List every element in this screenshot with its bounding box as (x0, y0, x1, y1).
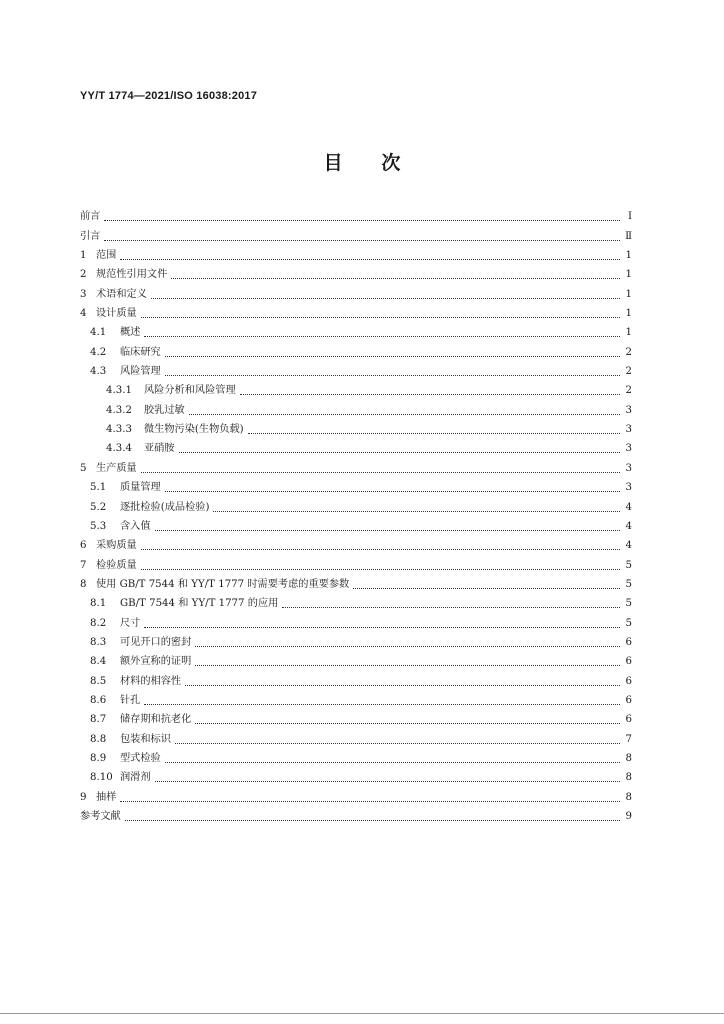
toc-page-number: 6 (625, 694, 632, 706)
toc-entry-title: 范围 (96, 250, 117, 262)
toc-entry-title: 逐批检验(成品检验) (120, 501, 210, 513)
toc-entry-title: 检验质量 (96, 559, 137, 571)
toc-dot-leader (141, 539, 620, 550)
toc-entry-title: 参考文献 (80, 811, 121, 822)
toc-entry-title: 使用 GB/T 7544 和 YY/T 1777 时需要考虑的重要参数 (96, 578, 350, 590)
toc-entry-number: 4.3 (90, 366, 107, 378)
toc-entry-number: 9 (80, 791, 87, 803)
toc-entry[interactable] (80, 688, 632, 707)
toc-entry[interactable] (80, 572, 632, 591)
toc-entry-title: 包装和标识 (120, 733, 171, 745)
toc-entry[interactable] (80, 552, 632, 571)
toc-entry-title: 针孔 (120, 694, 141, 706)
toc-page-number: 3 (625, 443, 632, 455)
toc-entry[interactable] (80, 804, 632, 823)
toc-entry-number: 5 (80, 462, 87, 474)
toc-dot-leader (144, 326, 620, 337)
toc-dot-leader (282, 597, 620, 608)
toc-dot-leader (104, 230, 620, 241)
toc-dot-leader (213, 501, 620, 512)
toc-page-number: 5 (625, 617, 632, 629)
toc-page-number: 5 (625, 559, 632, 571)
toc-entry[interactable] (80, 320, 632, 339)
toc-entry-title: 概述 (120, 327, 141, 339)
toc-dot-leader (120, 249, 620, 260)
toc-entry[interactable] (80, 533, 632, 552)
toc-page-number: 3 (625, 462, 632, 474)
toc-entry-number: 2 (80, 269, 87, 281)
toc-entry[interactable] (80, 378, 632, 397)
toc-entry-title: 材料的相容性 (120, 675, 182, 687)
toc-entry-title: 前言 (80, 211, 101, 223)
toc-dot-leader (240, 384, 620, 395)
toc-entry-number: 8.6 (90, 694, 107, 706)
toc-dot-leader (151, 288, 620, 299)
toc-entry-title: 质量管理 (120, 482, 161, 494)
toc-entry-number: 8.2 (90, 617, 107, 629)
toc-page-number: 9 (625, 811, 632, 822)
table-of-contents (80, 204, 632, 823)
toc-dot-leader (125, 810, 620, 821)
toc-entry-title: GB/T 7544 和 YY/T 1777 的应用 (120, 598, 279, 610)
toc-entry-title: 抽样 (96, 791, 117, 803)
toc-entry[interactable] (80, 765, 632, 784)
toc-dot-leader (195, 636, 620, 647)
toc-page-number: 8 (625, 752, 632, 764)
toc-entry-number: 8.10 (90, 772, 113, 784)
toc-dot-leader (155, 520, 620, 531)
toc-entry-number: 4.3.4 (106, 443, 132, 455)
toc-entry-title: 储存期和抗老化 (120, 714, 192, 726)
toc-entry[interactable] (80, 262, 632, 281)
toc-page-number: 4 (625, 540, 632, 552)
title-char: 目 (323, 152, 343, 174)
toc-page-number: Ⅱ (625, 230, 632, 242)
toc-page-number: 6 (625, 636, 632, 648)
toc-page-number: 4 (625, 501, 632, 513)
toc-entry-number: 4.2 (90, 346, 107, 358)
toc-page-number: 8 (625, 791, 632, 803)
toc-entry[interactable] (80, 784, 632, 803)
toc-entry-title: 亚硝胺 (144, 443, 175, 455)
toc-entry[interactable] (80, 359, 632, 378)
toc-dot-leader (248, 423, 620, 434)
toc-entry-number: 4.3.1 (106, 385, 132, 397)
toc-page-number: 2 (625, 385, 632, 397)
toc-page-number: 6 (625, 675, 632, 687)
toc-dot-leader (195, 713, 620, 724)
toc-entry[interactable] (80, 417, 632, 436)
toc-entry[interactable] (80, 630, 632, 649)
toc-entry[interactable] (80, 707, 632, 726)
toc-page-number: 7 (625, 733, 632, 745)
toc-entry[interactable] (80, 281, 632, 300)
toc-entry[interactable] (80, 223, 632, 242)
toc-entry-title: 术语和定义 (96, 288, 147, 300)
toc-dot-leader (141, 559, 620, 570)
toc-dot-leader (185, 675, 620, 686)
toc-page-number: 6 (625, 656, 632, 668)
toc-entry[interactable] (80, 514, 632, 533)
toc-entry[interactable] (80, 475, 632, 494)
toc-dot-leader (144, 694, 620, 705)
toc-entry-number: 8.4 (90, 656, 107, 668)
toc-entry-title: 风险管理 (120, 366, 161, 378)
toc-entry-number: 8 (80, 578, 87, 590)
toc-dot-leader (195, 655, 620, 666)
toc-dot-leader (189, 404, 620, 415)
toc-entry[interactable] (80, 243, 632, 262)
toc-entry-title: 引言 (80, 230, 101, 242)
toc-dot-leader (165, 752, 620, 763)
title-char: 次 (381, 152, 401, 174)
toc-dot-leader (120, 791, 620, 802)
toc-page-number: 1 (625, 288, 632, 300)
toc-page-number: 6 (625, 714, 632, 726)
toc-entry-number: 4.3.2 (106, 404, 132, 416)
toc-entry-title: 临床研究 (120, 346, 161, 358)
toc-dot-leader (165, 481, 620, 492)
toc-entry[interactable] (80, 746, 632, 765)
toc-entry-number: 4.1 (90, 327, 107, 339)
toc-entry[interactable] (80, 339, 632, 358)
toc-entry-number: 5.3 (90, 520, 107, 532)
toc-entry-title: 生产质量 (96, 462, 137, 474)
toc-dot-leader (165, 365, 620, 376)
page-bottom-rule (0, 1013, 724, 1014)
toc-entry[interactable] (80, 591, 632, 610)
toc-entry-number: 5.1 (90, 482, 107, 494)
page-title (0, 148, 724, 175)
toc-entry[interactable] (80, 649, 632, 668)
toc-page-number: 2 (625, 366, 632, 378)
toc-dot-leader (144, 617, 620, 628)
toc-page-number: 3 (625, 404, 632, 416)
toc-entry-number: 4 (80, 308, 87, 320)
toc-entry[interactable] (80, 301, 632, 320)
toc-entry-number: 1 (80, 250, 87, 262)
toc-entry-number: 8.1 (90, 598, 107, 610)
toc-entry-number: 6 (80, 540, 87, 552)
toc-dot-leader (155, 771, 620, 782)
toc-entry-title: 规范性引用文件 (96, 269, 168, 281)
toc-page-number: 1 (625, 308, 632, 320)
toc-entry[interactable] (80, 726, 632, 745)
toc-entry[interactable] (80, 436, 632, 455)
toc-page-number: 3 (625, 424, 632, 436)
toc-entry[interactable] (80, 668, 632, 687)
toc-dot-leader (179, 442, 620, 453)
toc-entry-number: 7 (80, 559, 87, 571)
toc-entry-title: 微生物污染(生物负载) (144, 424, 244, 436)
toc-page-number: 4 (625, 520, 632, 532)
toc-entry-title: 设计质量 (96, 308, 137, 320)
toc-page-number: 5 (625, 578, 632, 590)
toc-entry-title: 润滑剂 (120, 772, 151, 784)
toc-entry-number: 5.2 (90, 501, 107, 513)
toc-page-number: 5 (625, 598, 632, 610)
toc-entry[interactable] (80, 455, 632, 474)
toc-dot-leader (175, 733, 620, 744)
toc-entry-number: 8.8 (90, 733, 107, 745)
toc-entry[interactable] (80, 494, 632, 513)
toc-entry-number: 8.7 (90, 714, 107, 726)
toc-dot-leader (353, 578, 620, 589)
toc-entry-number: 4.3.3 (106, 424, 132, 436)
toc-entry-title: 胶乳过敏 (144, 404, 185, 416)
toc-entry-title: 风险分析和风险管理 (144, 385, 236, 397)
toc-dot-leader (104, 210, 620, 221)
toc-entry-title: 额外宣称的证明 (120, 656, 192, 668)
toc-page-number: 3 (625, 482, 632, 494)
toc-page-number: 2 (625, 346, 632, 358)
toc-entry-number: 3 (80, 288, 87, 300)
toc-entry-title: 采购质量 (96, 540, 137, 552)
toc-entry-title: 尺寸 (120, 617, 141, 629)
standard-code: YY/T 1774—2021/ISO 16038:2017 (80, 90, 258, 102)
toc-dot-leader (141, 462, 620, 473)
toc-entry-title: 含入值 (120, 520, 151, 532)
toc-page-number: 1 (625, 327, 632, 339)
toc-entry[interactable] (80, 610, 632, 629)
toc-entry-number: 8.9 (90, 752, 107, 764)
toc-page-number: 1 (625, 250, 632, 262)
toc-entry-title: 型式检验 (120, 752, 161, 764)
toc-dot-leader (141, 307, 620, 318)
toc-dot-leader (165, 346, 620, 357)
toc-dot-leader (171, 268, 620, 279)
toc-page-number: Ⅰ (627, 211, 632, 223)
toc-entry-number: 8.5 (90, 675, 107, 687)
toc-page-number: 1 (625, 269, 632, 281)
toc-page-number: 8 (625, 772, 632, 784)
toc-entry[interactable] (80, 397, 632, 416)
toc-entry-title: 可见开口的密封 (120, 636, 192, 648)
toc-entry[interactable] (80, 204, 632, 223)
toc-entry-number: 8.3 (90, 636, 107, 648)
